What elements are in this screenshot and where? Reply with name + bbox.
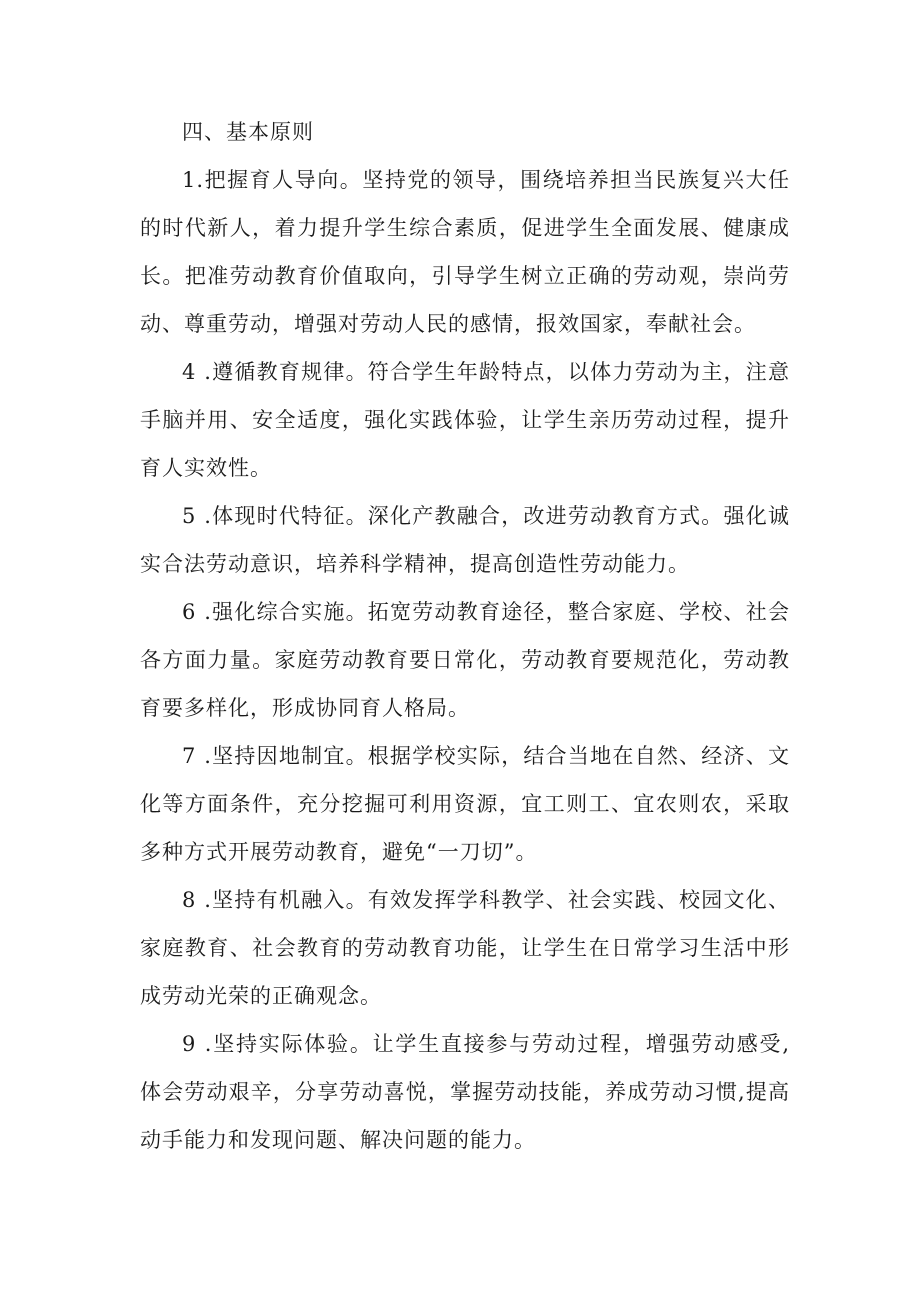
- principle-paragraph-6: 6 .强化综合实施。拓宽劳动教育途径，整合家庭、学校、社会各方面力量。家庭劳动教育要日常化，劳动教育要规范化，劳动教育要多样化，形成协同育人格局。: [140, 600, 790, 720]
- document-page: [140, 108, 790, 1164]
- principle-paragraph-1: 1.把握育人导向。坚持党的领导，围绕培养担当民族复兴大任的时代新人，着力提升学生综合素质，促进学生全面发展、健康成长。把准劳动教育价值取向，引导学生树立正确的劳动观，崇尚劳动、尊重劳动，增强对劳动人民的感情，报效国家，奉献社会。: [140, 168, 790, 336]
- principle-paragraph-8: 8 .坚持有机融入。有效发挥学科教学、社会实践、校园文化、家庭教育、社会教育的劳动教育功能，让学生在日常学习生活中形成劳动光荣的正确观念。: [140, 888, 790, 1008]
- section-heading: 四、基本原则: [182, 120, 314, 144]
- principle-paragraph-7: 7 .坚持因地制宜。根据学校实际，结合当地在自然、经济、文化等方面条件，充分挖掘可利用资源，宜工则工、宜农则农，采取多种方式开展劳动教育，避免“一刀切”。: [140, 744, 790, 864]
- principle-paragraph-5: 5 .体现时代特征。深化产教融合，改进劳动教育方式。强化诚实合法劳动意识，培养科学精神，提高创造性劳动能力。: [140, 504, 790, 576]
- principle-paragraph-9: 9 .坚持实际体验。让学生直接参与劳动过程，增强劳动感受,体会劳动艰辛，分享劳动喜悦，掌握劳动技能，养成劳动习惯,提高动手能力和发现问题、解决问题的能力。: [140, 1032, 790, 1152]
- principle-paragraph-4: 4 .遵循教育规律。符合学生年龄特点，以体力劳动为主，注意手脑并用、安全适度，强化实践体验，让学生亲历劳动过程，提升育人实效性。: [140, 360, 790, 480]
